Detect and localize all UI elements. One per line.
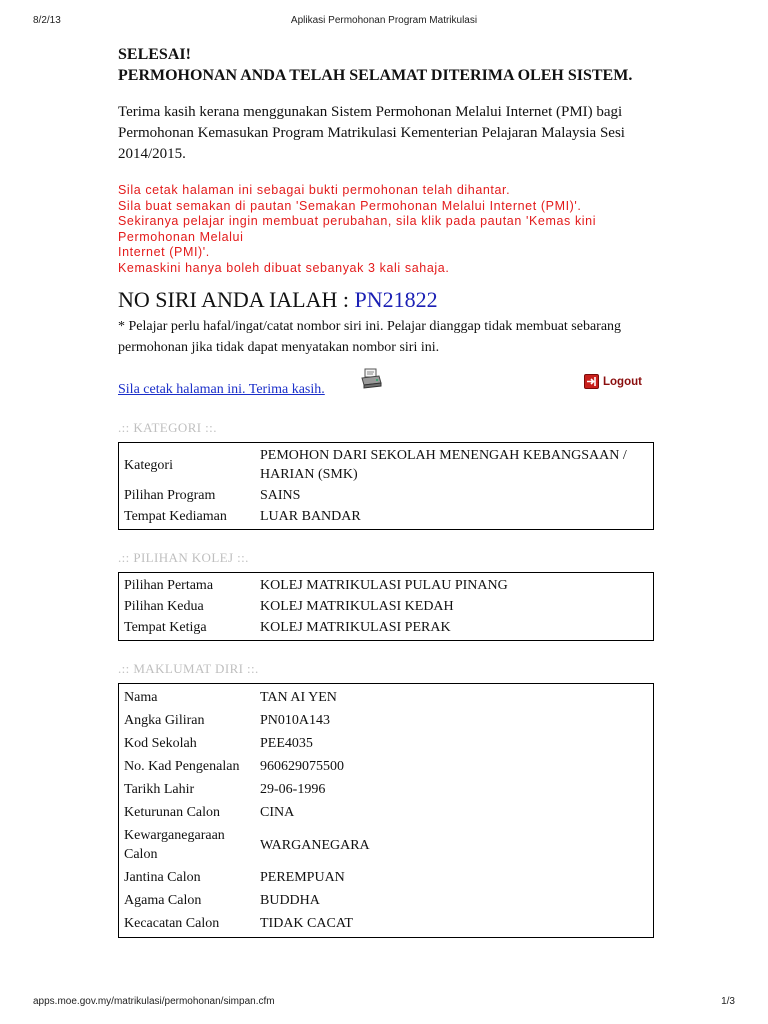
kolej-table — [118, 572, 654, 641]
row-label: Keturunan Calon — [124, 805, 221, 820]
row-value: WARGANEGARA — [260, 837, 370, 853]
diri-table — [118, 683, 654, 938]
print-footer — [0, 996, 768, 1016]
row-label: Angka Giliran — [124, 713, 205, 728]
logout-icon — [584, 374, 599, 389]
row-value: KOLEJ MATRIKULASI PULAU PINANG — [260, 578, 508, 593]
row-label: Kewarganegaraan Calon — [124, 828, 225, 862]
table-row — [121, 912, 651, 935]
row-label: Jantina Calon — [124, 870, 201, 885]
row-value: PEREMPUAN — [260, 870, 345, 885]
row-label: Agama Calon — [124, 893, 202, 908]
row-value: KOLEJ MATRIKULASI PERAK — [260, 620, 451, 635]
row-value: 960629075500 — [260, 759, 344, 774]
row-label: Tempat Ketiga — [124, 620, 207, 635]
table-row — [121, 732, 651, 755]
printer-icon[interactable] — [360, 368, 382, 390]
notice-line: Internet (PMI)'. — [118, 245, 210, 259]
row-label: No. Kad Pengenalan — [124, 759, 240, 774]
row-value: 29-06-1996 — [260, 782, 326, 797]
table-row — [121, 686, 651, 709]
notice-line: Kemaskini hanya boleh dibuat sebanyak 3 kali sahaja. — [118, 260, 450, 275]
row-value: LUAR BANDAR — [260, 509, 361, 524]
row-label: Nama — [124, 690, 158, 705]
row-label: Pilihan Kedua — [124, 599, 204, 614]
print-page-title: Aplikasi Permohonan Program Matrikulasi — [290, 15, 478, 26]
print-date: 8/2/13 — [33, 15, 61, 26]
kategori-table — [118, 442, 654, 530]
diri-section-title: .:: MAKLUMAT DIRI ::. — [118, 661, 259, 676]
table-row — [121, 824, 651, 866]
table-row — [121, 575, 651, 596]
row-label: Tempat Kediaman — [124, 509, 227, 524]
serial-label: NO SIRI ANDA IALAH : — [118, 287, 355, 312]
action-row — [118, 368, 656, 408]
serial-note: * Pelajar perlu hafal/ingat/catat nombor siri ini. Pelajar dianggap tidak membuat sebarang permohonan jika tidak dapat menyatakan nombor siri ini. — [118, 319, 622, 355]
kolej-section-title: .:: PILIHAN KOLEJ ::. — [118, 550, 249, 565]
table-row — [121, 709, 651, 732]
table-row — [121, 866, 651, 889]
row-label: Kategori — [124, 457, 173, 473]
row-value: KOLEJ MATRIKULASI KEDAH — [260, 599, 454, 614]
table-row — [121, 801, 651, 824]
logout-label: Logout — [603, 375, 642, 388]
table-row — [121, 617, 651, 638]
table-row — [121, 596, 651, 617]
print-page-number: 1/3 — [721, 996, 735, 1007]
table-row — [121, 506, 651, 527]
table-row — [121, 755, 651, 778]
table-row — [121, 778, 651, 801]
serial-number-heading — [118, 286, 656, 314]
row-value: SAINS — [260, 488, 301, 503]
row-label: Kod Sekolah — [124, 736, 197, 751]
intro-text: Terima kasih kerana menggunakan Sistem Permohonan Melalui Internet (PMI) bagi Permohonan Kemasukan Program Matrikulasi Kementerian Pelajaran Malaysia Sesi 2014/2015. — [118, 104, 625, 162]
row-value: TAN AI YEN — [260, 690, 337, 705]
notice-line: Sekiranya pelajar ingin membuat perubahan, sila klik pada pautan 'Kemas kini Permohonan Melalui — [118, 214, 597, 244]
print-header — [0, 0, 768, 40]
kategori-section-title: .:: KATEGORI ::. — [118, 420, 217, 435]
row-value: PEE4035 — [260, 736, 313, 751]
row-label: Kecacatan Calon — [124, 916, 220, 931]
print-page-link[interactable]: Sila cetak halaman ini. Terima kasih. — [118, 382, 325, 397]
row-label: Pilihan Program — [124, 488, 216, 503]
row-value: PN010A143 — [260, 713, 331, 728]
row-label: Pilihan Pertama — [124, 578, 214, 593]
row-value: BUDDHA — [260, 893, 320, 908]
table-row — [121, 889, 651, 912]
main-content — [118, 44, 656, 938]
row-value: TIDAK CACAT — [260, 916, 353, 931]
success-title: SELESAI! — [118, 46, 191, 63]
notice-line: Sila cetak halaman ini sebagai bukti permohonan telah dihantar. — [118, 183, 511, 197]
row-label: Tarikh Lahir — [124, 782, 195, 797]
notice-block — [118, 183, 656, 276]
row-value: PEMOHON DARI SEKOLAH MENENGAH KEBANGSAAN / HARIAN (SMK) — [260, 448, 627, 482]
notice-line: Sila buat semakan di pautan 'Semakan Permohonan Melalui Internet (PMI)'. — [118, 198, 582, 213]
row-value: CINA — [260, 805, 295, 820]
table-row — [121, 485, 651, 506]
logout-button[interactable] — [584, 374, 642, 389]
success-heading — [118, 44, 656, 86]
serial-value: PN21822 — [354, 287, 438, 312]
table-row — [121, 445, 651, 485]
print-url: apps.moe.gov.my/matrikulasi/permohonan/simpan.cfm — [33, 996, 275, 1007]
success-message: PERMOHONAN ANDA TELAH SELAMAT DITERIMA OLEH SISTEM. — [118, 67, 633, 84]
